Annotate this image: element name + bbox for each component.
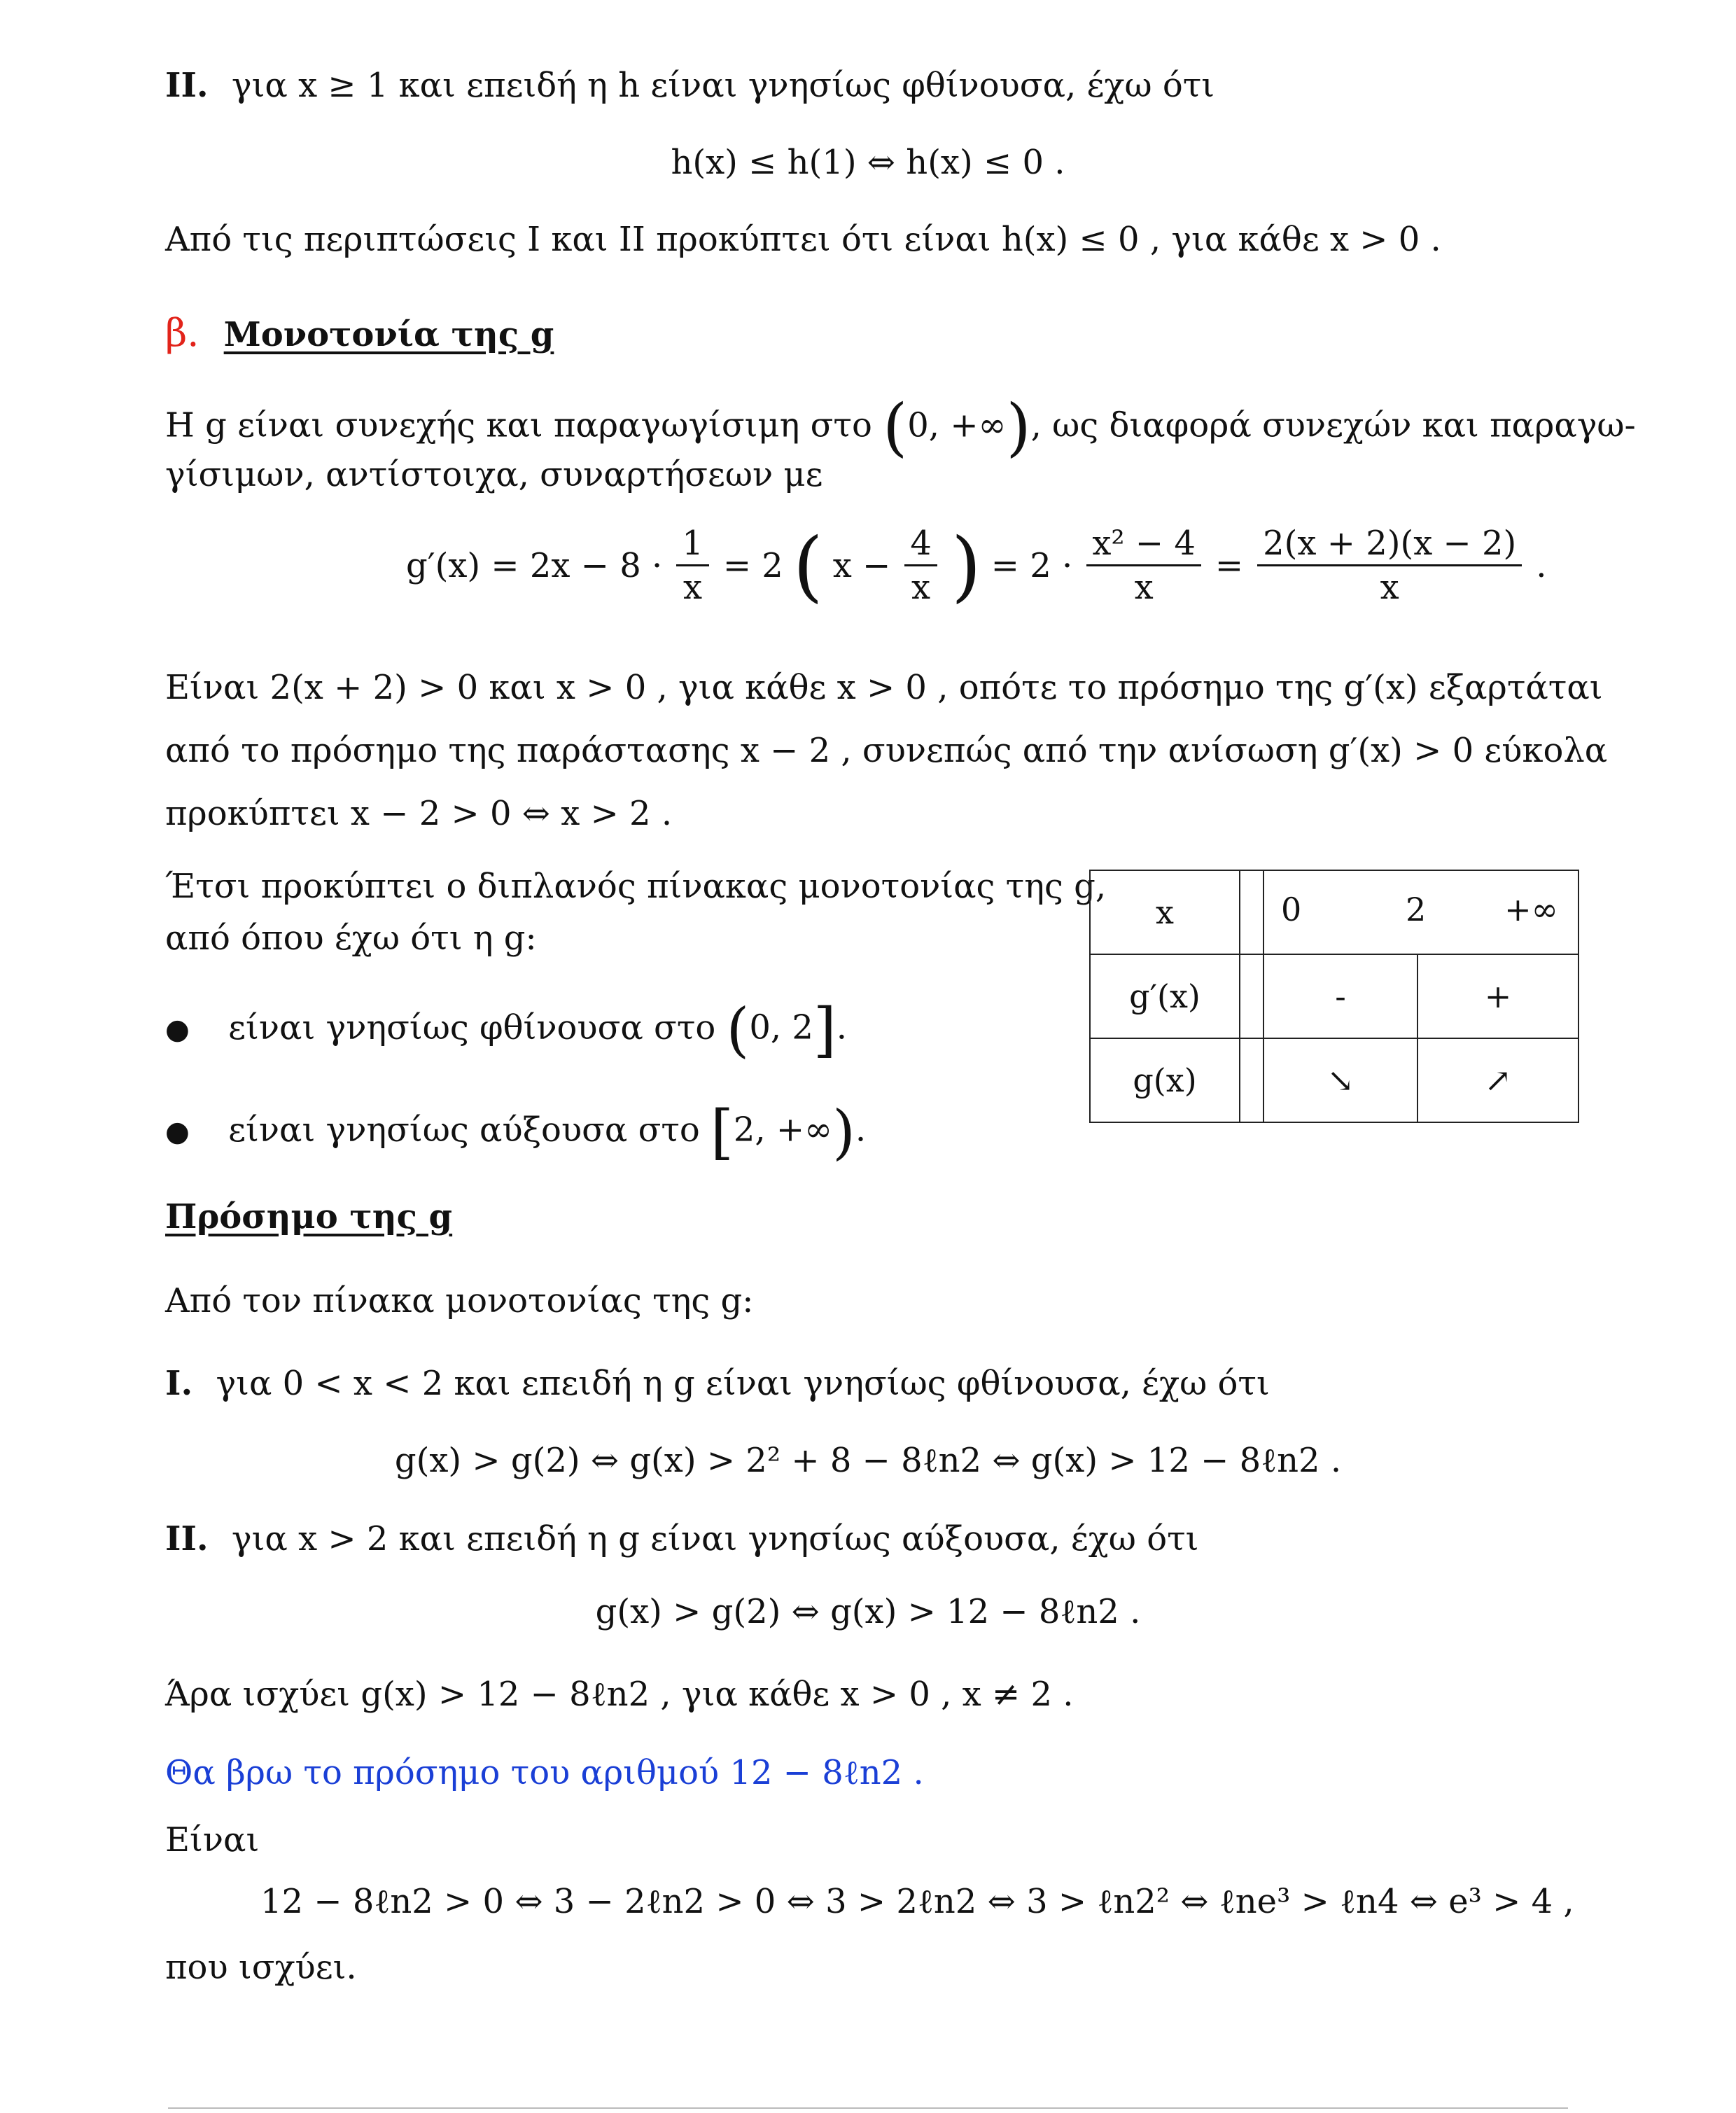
h-inequality: h(x) ≤ h(1) ⇔ h(x) ≤ 0 .: [671, 143, 1065, 182]
fraction-factored: $\frac{2(x + 2)(x - 2)}{x}$: [1257, 524, 1522, 607]
footer-divider: [168, 2107, 1568, 2109]
x-value: 0: [1281, 891, 1302, 928]
table-row: [1090, 1038, 1578, 1122]
table-divider: [1240, 954, 1264, 1038]
table-cell: x: [1090, 870, 1240, 954]
case-I-math: g(x) > g(2) ⇔ g(x) > 2² + 8 − 8ℓn2 ⇔ g(x) > 12 − 8ℓn2 .: [394, 1441, 1342, 1480]
arrow-down-icon: ↘: [1264, 1038, 1418, 1122]
bullet-item: [165, 991, 847, 1068]
deriv-end: .: [1536, 545, 1547, 585]
case-II: [165, 1518, 1198, 1560]
table-intro-line2: από όπου έχω ότι η g:: [165, 919, 537, 958]
big-close-paren: ): [951, 520, 981, 611]
table-row: [1090, 954, 1578, 1038]
arrow-up-icon: ↗: [1418, 1038, 1578, 1122]
case-II-math: g(x) > g(2) ⇔ g(x) > 12 − 8ℓn2 .: [595, 1592, 1141, 1631]
table-cell: g(x): [1090, 1038, 1240, 1122]
holds-text: που ισχύει.: [165, 1948, 357, 1987]
bullet-open: [: [710, 1098, 734, 1166]
cases-conclusion: Από τις περιπτώσεις Ι και ΙΙ προκύπτει ότι είναι h(x) ≤ 0 , για κάθε x > 0 .: [165, 220, 1441, 259]
sign-paragraph-line3: προκύπτει x − 2 > 0 ⇔ x > 2 .: [165, 794, 673, 833]
bullet-close: ]: [813, 996, 836, 1064]
x-value: 2: [1406, 891, 1427, 928]
deriv-eq3: = 2 ·: [990, 545, 1073, 585]
g-paragraph-text2: , ως διαφορά συνεχών και παραγω-: [1030, 405, 1636, 445]
deriv-inner: x −: [832, 545, 891, 585]
table-row: [1090, 870, 1578, 954]
section-beta-heading: [165, 312, 554, 356]
bullet-end: .: [855, 1110, 867, 1150]
deriv-eq4: =: [1214, 545, 1244, 585]
bullet-text: είναι γνησίως αύξουσα στο: [228, 1110, 700, 1150]
case-label: ΙΙ.: [165, 66, 209, 105]
deriv-eq2: = 2: [722, 545, 783, 585]
einai-label: Είναι: [165, 1820, 260, 1860]
sign-conclusion: Άρα ισχύει g(x) > 12 − 8ℓn2 , για κάθε x > 0 , x ≠ 2 .: [165, 1675, 1074, 1714]
deriv-lhs: g′(x) = 2x − 8 ·: [406, 545, 663, 585]
section-title: Μονοτονία της g: [223, 315, 554, 354]
case-I: [165, 1362, 1270, 1404]
x-value: +∞: [1504, 891, 1558, 928]
bullet-interval: 2, +∞: [733, 1110, 833, 1150]
case-II-h: [165, 64, 1214, 106]
case-label: Ι.: [165, 1364, 193, 1403]
case-text: για x > 2 και επειδή η g είναι γνησίως αύξουσα, έχω ότι: [231, 1519, 1199, 1558]
table-cell: -: [1264, 954, 1418, 1038]
bullet-open: (: [726, 996, 750, 1064]
table-divider: [1240, 870, 1264, 954]
fraction-1-over-x: $\frac{1}{x}$: [676, 524, 709, 607]
bullet-icon: ●: [165, 1115, 190, 1148]
g-paragraph-line2: γίσιμων, αντίστοιχα, συναρτήσεων με: [165, 455, 823, 494]
interval: 0, +∞: [907, 405, 1007, 445]
bullet-icon: ●: [165, 1013, 190, 1046]
bullet-interval: 0, 2: [749, 1007, 813, 1047]
bullet-item: [165, 1094, 866, 1171]
big-open-paren: (: [792, 520, 823, 611]
fraction-x2-4-over-x: $\frac{\text{x² − 4}}{x}$: [1086, 524, 1201, 607]
open-paren: (: [883, 391, 908, 464]
derivative-formula: [406, 520, 1547, 611]
bullet-text: είναι γνησίως φθίνουσα στο: [228, 1007, 716, 1047]
table-intro-line1: Έτσι προκύπτει ο διπλανός πίνακας μονοτονίας της g,: [165, 867, 1107, 906]
blue-note: Θα βρω το πρόσημο του αριθμού 12 − 8ℓn2 .: [165, 1753, 924, 1792]
case-text: για 0 < x < 2 και επειδή η g είναι γνησίως φθίνουσα, έχω ότι: [216, 1364, 1270, 1403]
fraction-4-over-x: $\frac{4}{x}$: [904, 524, 937, 607]
table-divider: [1240, 1038, 1264, 1122]
bullet-end: .: [836, 1007, 847, 1047]
table-cell: g′(x): [1090, 954, 1240, 1038]
table-cell: +: [1418, 954, 1578, 1038]
case-label: ΙΙ.: [165, 1519, 209, 1558]
sign-paragraph-line1: Είναι 2(x + 2) > 0 και x > 0 , για κάθε x > 0 , οπότε το πρόσημο της g′(x) εξαρτάται: [165, 668, 1603, 707]
sign-section-intro: Από τον πίνακα μονοτονίας της g:: [165, 1281, 754, 1320]
case-text: για x ≥ 1 και επειδή η h είναι γνησίως φθίνουσα, έχω ότι: [231, 66, 1215, 105]
sign-section-title: Πρόσημο της g: [165, 1197, 453, 1236]
bullet-close: ): [832, 1098, 855, 1166]
g-paragraph-text: Η g είναι συνεχής και παραγωγίσιμη στο: [165, 405, 872, 445]
table-x-values: [1264, 870, 1578, 954]
section-marker: β.: [165, 311, 200, 355]
sign-paragraph-line2: από το πρόσημο της παράστασης x − 2 , συνεπώς από την ανίσωση g′(x) > 0 εύκολα: [165, 731, 1608, 770]
monotonicity-table: [1089, 870, 1579, 1123]
close-paren: ): [1006, 391, 1031, 464]
inequality-chain: 12 − 8ℓn2 > 0 ⇔ 3 − 2ℓn2 > 0 ⇔ 3 > 2ℓn2 ⇔ 3 > ℓn2² ⇔ ℓne³ > ℓn4 ⇔ e³ > 4 ,: [260, 1882, 1574, 1921]
